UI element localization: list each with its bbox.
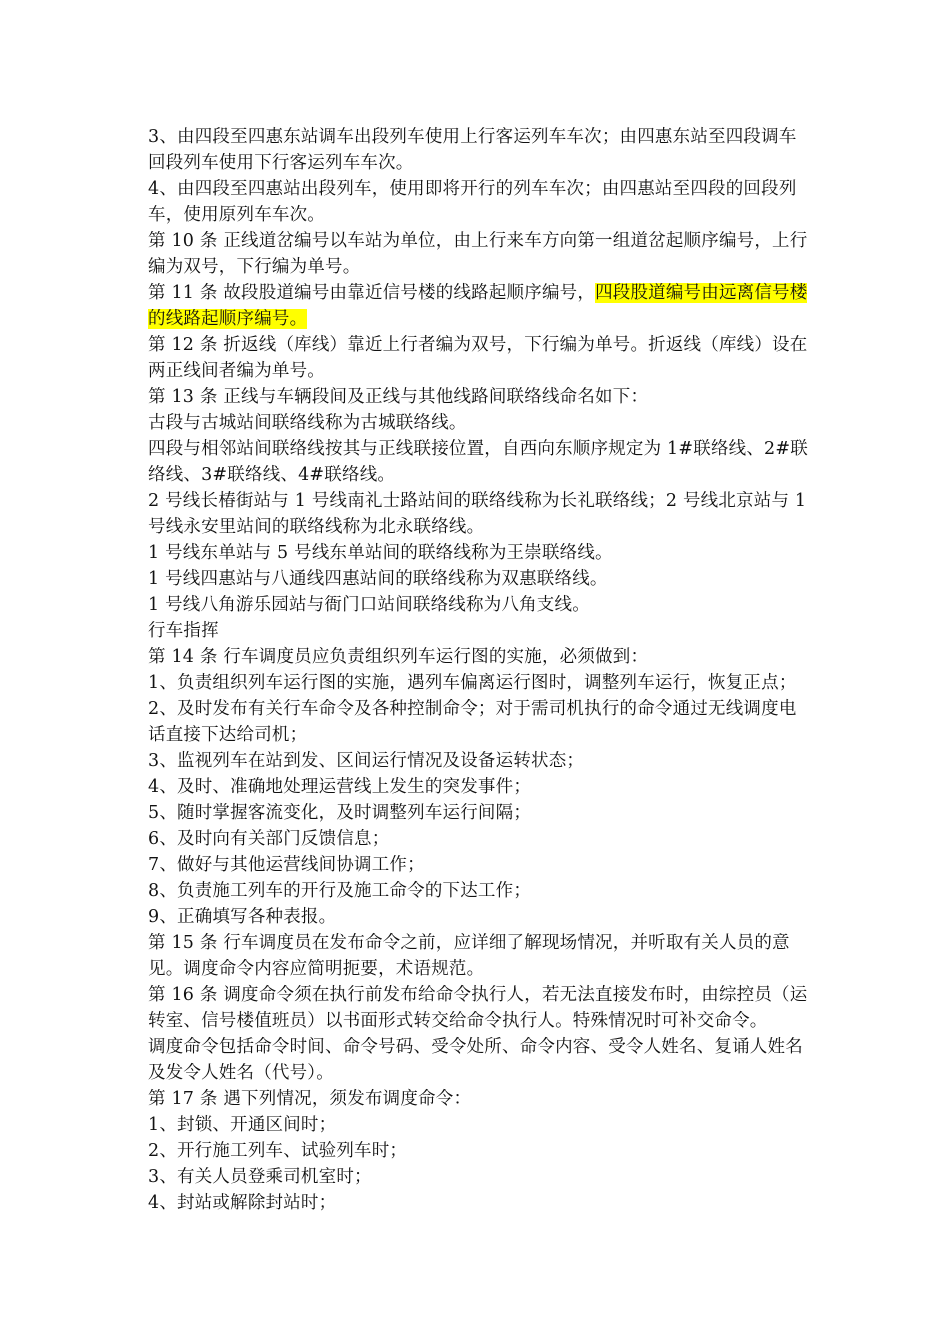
list-item: 1、负责组织列车运行图的实施，遇列车偏离运行图时，调整列车运行，恢复正点； bbox=[148, 673, 797, 693]
paragraph-article-10: 第 10 条 正线道岔编号以车站为单位，由上行来车方向第一组道岔起顺序编号，上行编为双号，下行编为单号。 bbox=[148, 231, 808, 277]
section-heading: 行车指挥 bbox=[148, 621, 219, 641]
paragraph-order-contents: 调度命令包括命令时间、命令号码、受令处所、命令内容、受令人姓名、复诵人姓名及发令人姓名（代号）。 bbox=[148, 1037, 803, 1083]
list-item: 4、封站或解除封站时； bbox=[148, 1193, 337, 1213]
paragraph-article-14: 第 14 条 行车调度员应负责组织列车运行图的实施，必须做到： bbox=[148, 647, 649, 667]
list-item: 4、及时、准确地处理运营线上发生的突发事件； bbox=[148, 777, 532, 797]
paragraph-article-11 bbox=[148, 280, 808, 332]
paragraph-rule-3: 3、由四段至四惠东站调车出段列车使用上行客运列车车次；由四惠东站至四段调车回段列车使用下行客运列车车次。 bbox=[148, 127, 797, 173]
document-body bbox=[148, 124, 808, 1216]
list-item: 1、封锁、开通区间时； bbox=[148, 1115, 337, 1135]
paragraph-changli-link: 2 号线长椿街站与 1 号线南礼士路站间的联络线称为长礼联络线；2 号线北京站与 1 号线永安里站间的联络线称为北永联络线。 bbox=[148, 491, 807, 537]
paragraph-wangchong-link: 1 号线东单站与 5 号线东单站间的联络线称为王崇联络线。 bbox=[148, 543, 613, 563]
list-item: 3、监视列车在站到发、区间运行情况及设备运转状态； bbox=[148, 751, 585, 771]
paragraph-article-16: 第 16 条 调度命令须在执行前发布给命令执行人，若无法直接发布时，由综控员（运转室、信号楼值班员）以书面形式转交给命令执行人。特殊情况时可补交命令。 bbox=[148, 985, 808, 1031]
paragraph-shuanghui-link: 1 号线四惠站与八通线四惠站间的联络线称为双惠联络线。 bbox=[148, 569, 608, 589]
highlighted-text: 四段股道编号由远离信号楼的线路起顺序编号。 bbox=[148, 283, 808, 329]
article-11-text: 第 11 条 故段股道编号由靠近信号楼的线路起顺序编号， bbox=[148, 283, 596, 303]
paragraph-rule-4: 4、由四段至四惠站出段列车，使用即将开行的列车车次；由四惠站至四段的回段列车，使用原列车车次。 bbox=[148, 179, 797, 225]
paragraph-article-12: 第 12 条 折返线（库线）靠近上行者编为双号，下行编为单号。折返线（库线）设在两正线间者编为单号。 bbox=[148, 335, 808, 381]
list-item: 2、及时发布有关行车命令及各种控制命令；对于需司机执行的命令通过无线调度电话直接下达给司机； bbox=[148, 699, 797, 745]
paragraph-article-17: 第 17 条 遇下列情况，须发布调度命令： bbox=[148, 1089, 472, 1109]
paragraph-article-15: 第 15 条 行车调度员在发布命令之前，应详细了解现场情况，并听取有关人员的意见。调度命令内容应简明扼要，术语规范。 bbox=[148, 933, 790, 979]
list-item: 9、正确填写各种表报。 bbox=[148, 907, 337, 927]
paragraph-sisection-links: 四段与相邻站间联络线按其与正线联接位置，自西向东顺序规定为 1#联络线、2#联络线、3#联络线、4#联络线。 bbox=[148, 439, 808, 485]
paragraph-bajiao-branch: 1 号线八角游乐园站与衙门口站间联络线称为八角支线。 bbox=[148, 595, 590, 615]
list-item: 8、负责施工列车的开行及施工命令的下达工作； bbox=[148, 881, 532, 901]
paragraph-gucheng-link: 古段与古城站间联络线称为古城联络线。 bbox=[148, 413, 467, 433]
paragraph-article-13: 第 13 条 正线与车辆段间及正线与其他线路间联络线命名如下： bbox=[148, 387, 649, 407]
list-item: 3、有关人员登乘司机室时； bbox=[148, 1167, 372, 1187]
list-item: 6、及时向有关部门反馈信息； bbox=[148, 829, 390, 849]
list-item: 5、随时掌握客流变化，及时调整列车运行间隔； bbox=[148, 803, 532, 823]
list-item: 2、开行施工列车、试验列车时； bbox=[148, 1141, 408, 1161]
list-item: 7、做好与其他运营线间协调工作； bbox=[148, 855, 425, 875]
